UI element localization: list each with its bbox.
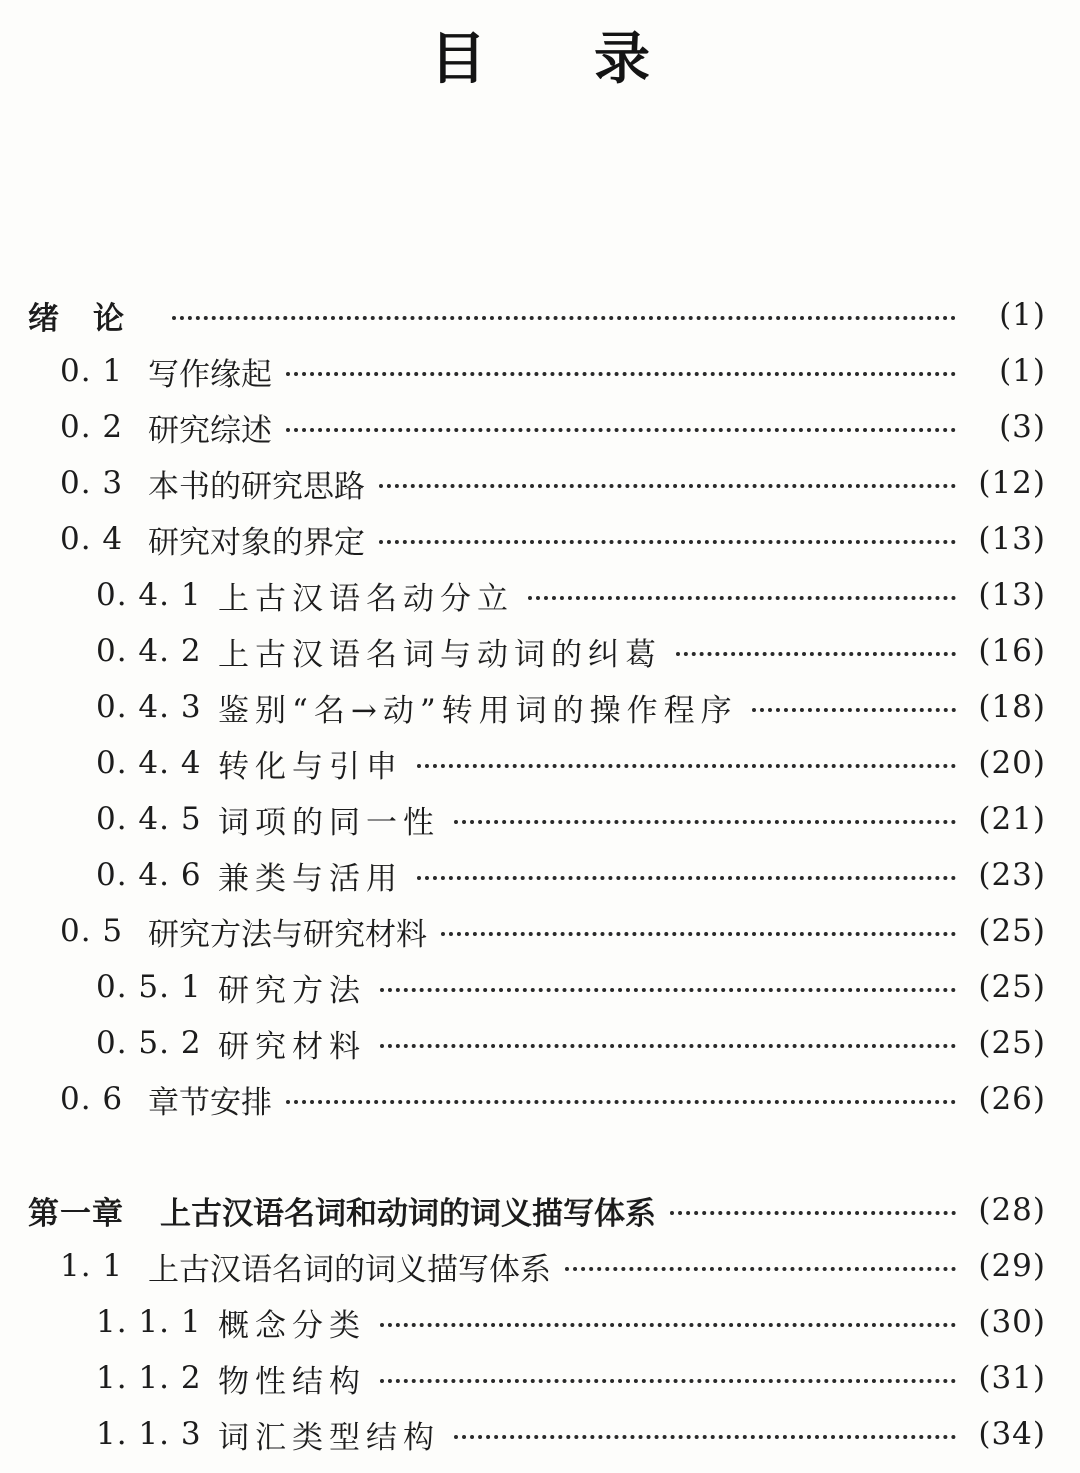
toc-dot-leader [286,428,956,432]
toc-entry[interactable] [0,791,1080,847]
toc-dot-leader [454,1435,956,1439]
toc-entry-number: 0. 2 [60,409,124,445]
toc-entry-number: 1. 1. 3 [96,1416,202,1452]
toc-entry-title: 上古汉语名词与动词的纠葛 [218,636,662,673]
toc-dot-leader [380,1044,956,1048]
toc-entry-number: 0. 5. 2 [96,1025,202,1061]
toc-entry-page: (21) [978,801,1046,837]
toc-entry-page: (13) [978,521,1046,557]
toc-dot-leader [379,484,956,488]
toc-entry[interactable] [0,735,1080,791]
toc-dot-leader [752,708,956,712]
toc-entry-title: 词项的同一性 [218,804,440,841]
toc-entry-title: 上古汉语名词和动词的词义描写体系 [160,1195,656,1232]
toc-entry[interactable] [0,1294,1080,1350]
toc-entry-page: (29) [978,1248,1046,1284]
toc-entry-page: (18) [978,689,1046,725]
toc-entry-title: 研究材料 [218,1028,366,1065]
page-title [0,22,1080,98]
toc-entry-number: 0. 6 [60,1081,124,1117]
toc-entry-page: (3) [999,409,1046,445]
toc-entry-page: (30) [978,1304,1046,1340]
toc-entry[interactable] [0,1350,1080,1406]
toc-entry[interactable] [0,287,1080,343]
toc-entry-title: 物性结构 [218,1363,366,1400]
toc-entry-number: 0. 4. 4 [96,745,202,781]
toc-entry[interactable] [0,623,1080,679]
toc-entry-page: (1) [999,297,1046,333]
toc-dot-leader [380,1379,956,1383]
toc-entry-page: (13) [978,577,1046,613]
toc-entry-number: 1. 1. 1 [96,1304,202,1340]
toc-entry[interactable] [0,903,1080,959]
toc-dot-leader [379,540,956,544]
toc-dot-leader [670,1211,956,1215]
toc-entry-number: 1. 1 [60,1248,124,1284]
toc-entry-title: 词汇类型结构 [218,1419,440,1456]
toc-entry-title: 研究方法与研究材料 [148,916,427,953]
toc-dot-leader [380,1323,956,1327]
toc-entry-title: 兼类与活用 [218,860,403,897]
toc-dot-leader [441,932,956,936]
toc-chapter-number: 第一章 [28,1195,124,1232]
toc-entry-number: 0. 1 [60,353,124,389]
toc-entry-page: (16) [978,633,1046,669]
toc-entry[interactable] [0,567,1080,623]
toc-dot-leader [286,372,956,376]
toc-entry-title: 章节安排 [148,1084,272,1121]
toc-entry-page: (34) [978,1416,1046,1452]
toc-chapter-entry[interactable] [0,1182,1080,1238]
toc-dot-leader [286,1100,956,1104]
toc-entry-number: 0. 4. 2 [96,633,202,669]
toc-entry-number: 0. 4 [60,521,124,557]
toc-dot-leader [454,820,956,824]
toc-entry-title: 概念分类 [218,1307,366,1344]
toc-entry-title: 写作缘起 [148,356,272,393]
toc-entry-title: 本书的研究思路 [148,468,365,505]
toc-entry-number: 1. 1. 2 [96,1360,202,1396]
toc-entry-number: 0. 5. 1 [96,969,202,1005]
toc-entry-number: 0. 3 [60,465,124,501]
toc-entry-title: 研究对象的界定 [148,524,365,561]
toc-entry[interactable] [0,399,1080,455]
toc-entry-number: 0. 4. 1 [96,577,202,613]
toc-entry-title: 绪论 [28,300,158,337]
toc-entry-page: (25) [978,1025,1046,1061]
toc-entry-number: 0. 4. 6 [96,857,202,893]
toc-entry[interactable] [0,511,1080,567]
toc-entry-title: 转化与引申 [218,748,403,785]
toc-entry-page: (20) [978,745,1046,781]
toc-dot-leader [172,316,956,320]
toc-entry-title: 鉴别“名→动”转用词的操作程序 [218,692,738,729]
toc-entry-page: (12) [978,465,1046,501]
toc-entry[interactable] [0,847,1080,903]
toc-entry-title: 上古汉语名词的词义描写体系 [148,1251,551,1288]
toc-entry[interactable] [0,1071,1080,1127]
toc-entry-number: 0. 4. 3 [96,689,202,725]
toc-dot-leader [417,876,956,880]
toc-entry-page: (31) [978,1360,1046,1396]
toc-entry-page: (28) [978,1192,1046,1228]
toc-entry-page: (25) [978,969,1046,1005]
toc-entry-number: 0. 4. 5 [96,801,202,837]
toc-entry[interactable] [0,1406,1080,1462]
toc-entry[interactable] [0,455,1080,511]
toc-entry-title: 上古汉语名动分立 [218,580,514,617]
toc-entry-title: 研究方法 [218,972,366,1009]
toc-entry[interactable] [0,1238,1080,1294]
toc-dot-leader [565,1267,956,1271]
toc-entry[interactable] [0,343,1080,399]
toc-entry[interactable] [0,1015,1080,1071]
toc-dot-leader [380,988,956,992]
toc-entry-title: 研究综述 [148,412,272,449]
toc-entry-page: (23) [978,857,1046,893]
page-title-char-1: 目 [430,27,486,92]
toc-dot-leader [417,764,956,768]
toc-entry-page: (1) [999,353,1046,389]
toc-entry-number: 0. 5 [60,913,124,949]
toc-dot-leader [528,596,956,600]
toc-dot-leader [676,652,956,656]
page-title-char-2: 录 [594,27,650,92]
toc-entry[interactable] [0,679,1080,735]
toc-entry[interactable] [0,959,1080,1015]
toc-entry-page: (26) [978,1081,1046,1117]
toc-entry-page: (25) [978,913,1046,949]
